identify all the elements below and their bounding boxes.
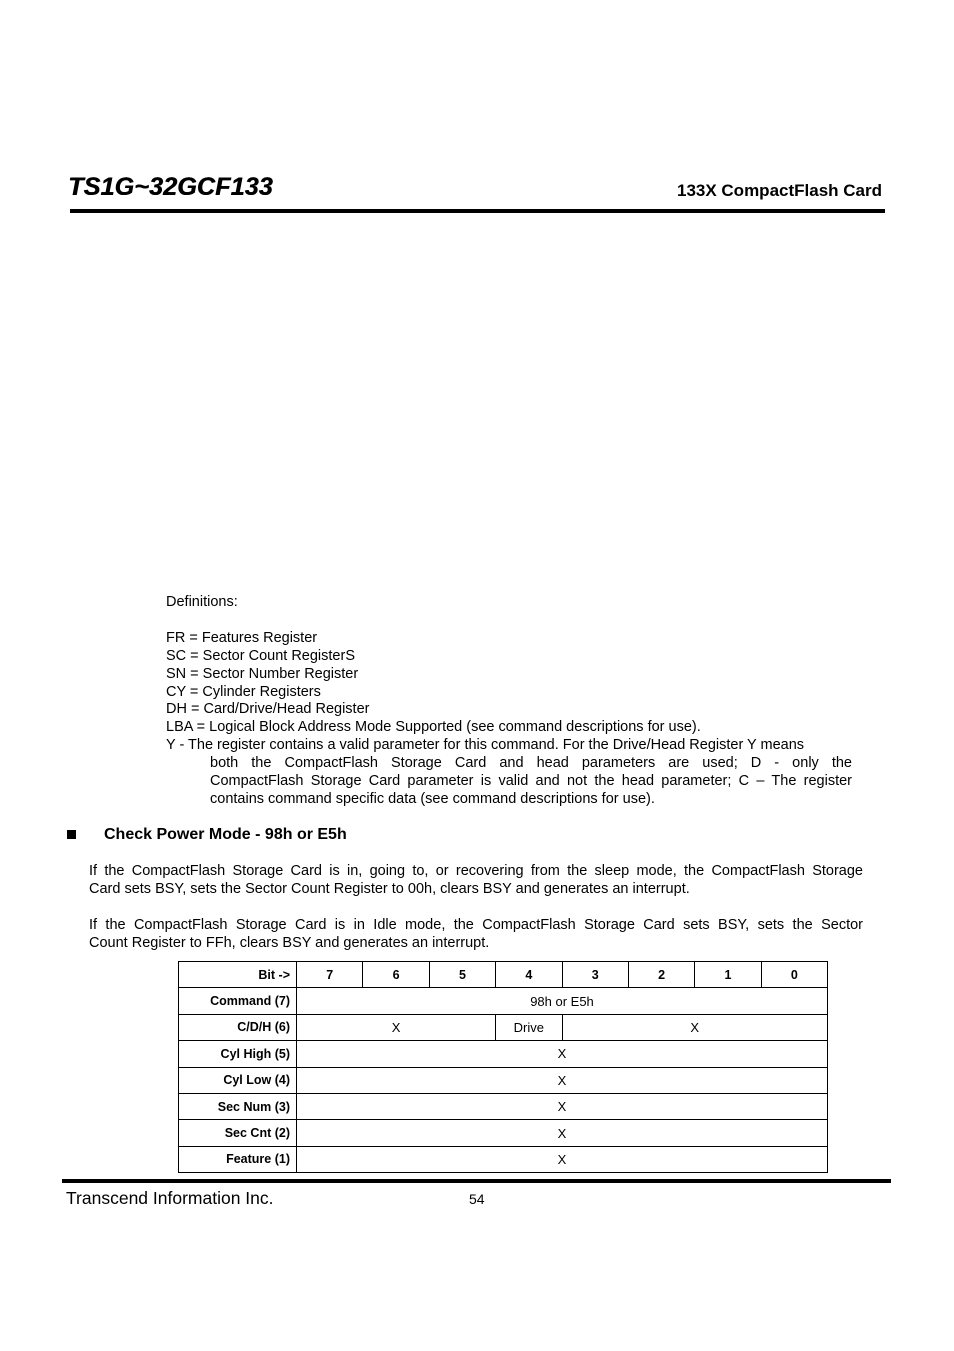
row-label: Command (7)	[179, 988, 297, 1014]
definition-item: FR = Features Register	[166, 629, 318, 646]
bit-header: 3	[562, 962, 628, 988]
header-divider	[70, 209, 885, 213]
bit-header: 5	[429, 962, 495, 988]
row-label: Cyl High (5)	[179, 1041, 297, 1067]
row-label: C/D/H (6)	[179, 1014, 297, 1040]
row-value: X	[297, 1067, 828, 1093]
product-title: 133X CompactFlash Card	[676, 181, 882, 200]
y-definition-line: Y - The register contains a valid parameter for this command. For the Drive/Head Register Y means	[166, 737, 805, 754]
table-row	[179, 1093, 828, 1119]
paragraph-line: If the CompactFlash Storage Card is in, going to, or recovering from the sleep mode, the CompactFlash Storage	[89, 863, 863, 879]
row-label: Feature (1)	[179, 1146, 297, 1172]
row-value: X	[297, 1120, 828, 1146]
definition-item: SC = Sector Count RegisterS	[166, 647, 355, 664]
table-row	[179, 1067, 828, 1093]
paragraph-line: Card sets BSY, sets the Sector Count Register to 00h, clears BSY and generates an interrupt.	[89, 880, 690, 897]
register-table	[178, 961, 828, 1173]
definitions-block	[166, 594, 852, 809]
bit-header: 2	[628, 962, 694, 988]
table-row-bits	[179, 962, 828, 988]
square-bullet-icon	[67, 830, 76, 839]
definition-item: LBA = Logical Block Address Mode Supported (see command descriptions for use).	[166, 719, 701, 736]
cdh-high-value: X	[297, 1014, 496, 1040]
bit-header: 0	[761, 962, 827, 988]
paragraph-sleep-mode	[89, 863, 863, 899]
y-definition-line: both the CompactFlash Storage Card and head parameters are used; D - only the	[210, 755, 852, 772]
row-label: Cyl Low (4)	[179, 1067, 297, 1093]
spacer	[166, 612, 852, 630]
bit-header: 4	[496, 962, 562, 988]
y-definition-line: CompactFlash Storage Card parameter is valid and not the head parameter; C – The register	[210, 773, 852, 790]
footer-divider	[62, 1179, 891, 1183]
bit-header: 6	[363, 962, 429, 988]
row-value: X	[297, 1093, 828, 1119]
table-row-cdh	[179, 1014, 828, 1040]
paragraph-idle-mode	[89, 917, 863, 953]
definition-item: DH = Card/Drive/Head Register	[166, 701, 370, 718]
row-value: X	[297, 1041, 828, 1067]
table-row	[179, 1041, 828, 1067]
paragraph-line: Count Register to FFh, clears BSY and generates an interrupt.	[89, 934, 490, 951]
footer-company: Transcend Information Inc.	[66, 1188, 274, 1208]
y-definition-line: contains command specific data (see command descriptions for use).	[210, 790, 655, 807]
paragraph-line: If the CompactFlash Storage Card is in Idle mode, the CompactFlash Storage Card sets BSY, sets the Sector	[89, 917, 863, 933]
cdh-drive-value: Drive	[496, 1014, 562, 1040]
row-label: Sec Cnt (2)	[179, 1120, 297, 1146]
command-value: 98h or E5h	[297, 988, 828, 1014]
bit-header: 7	[297, 962, 363, 988]
section-heading: Check Power Mode - 98h or E5h	[104, 826, 347, 843]
definition-item: SN = Sector Number Register	[166, 665, 359, 682]
cdh-low-value: X	[562, 1014, 828, 1040]
y-definition	[166, 737, 852, 809]
page-number: 54	[469, 1191, 485, 1207]
table-row	[179, 1120, 828, 1146]
bit-header: 1	[695, 962, 761, 988]
bit-label: Bit ->	[179, 962, 297, 988]
table-row-command	[179, 988, 828, 1014]
table-row	[179, 1146, 828, 1172]
model-title: TS1G~32GCF133	[68, 173, 273, 201]
definitions-title: Definitions:	[166, 594, 238, 610]
row-value: X	[297, 1146, 828, 1172]
row-label: Sec Num (3)	[179, 1093, 297, 1119]
definition-item: CY = Cylinder Registers	[166, 683, 321, 700]
